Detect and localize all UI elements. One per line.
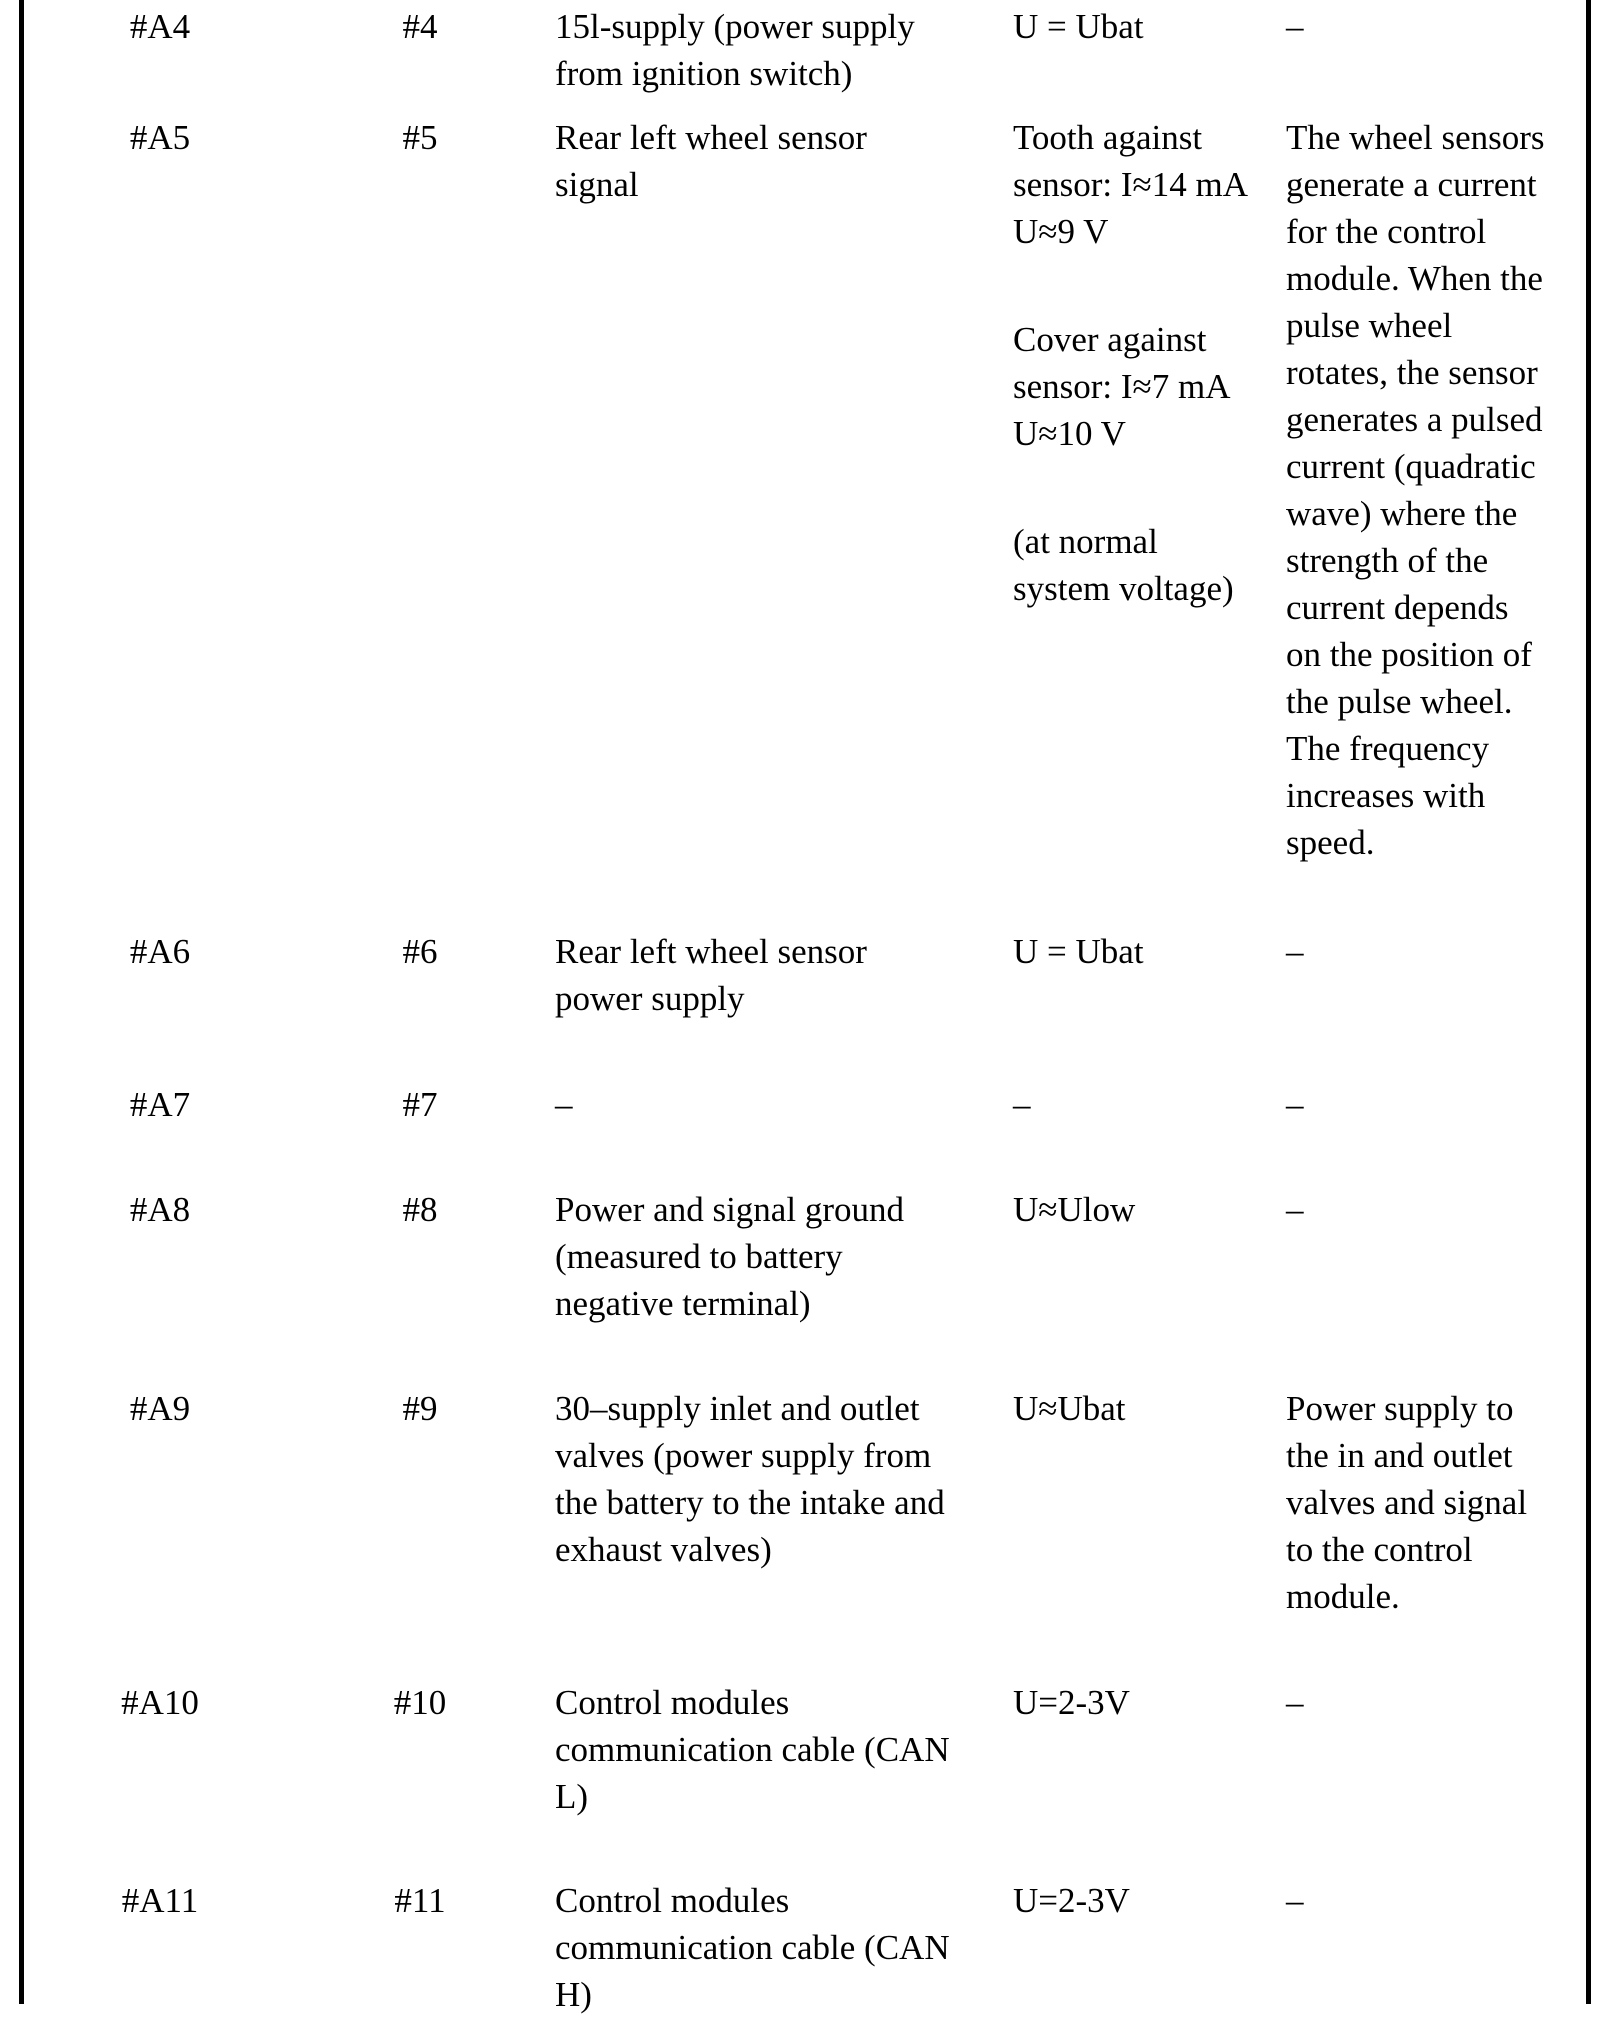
pin-number: #5 (402, 118, 438, 157)
pin-value: U≈Ulow (1013, 1190, 1136, 1229)
pin-id: #A10 (121, 1683, 199, 1722)
pin-number: #7 (402, 1085, 438, 1124)
pin-remark: – (1286, 1085, 1304, 1124)
pin-number: #10 (393, 1683, 447, 1722)
pin-remark: – (1286, 1881, 1304, 1920)
pin-id: #A6 (129, 932, 191, 971)
pin-id: #A4 (129, 7, 191, 46)
pin-value-note: (at normal system voltage) (1013, 522, 1234, 608)
pin-number: #6 (402, 932, 438, 971)
pin-number: #11 (394, 1881, 446, 1920)
pin-number: #9 (402, 1389, 438, 1428)
pin-remark: – (1286, 932, 1304, 971)
pin-id: #A5 (129, 118, 191, 157)
pin-number: #8 (402, 1190, 438, 1229)
pin-description: 30–supply inlet and outlet valves (power supply from the battery to the intake and exhaust valves) (555, 1389, 945, 1569)
pin-value: – (1013, 1085, 1031, 1124)
pin-id: #A9 (129, 1389, 191, 1428)
pin-remark: – (1286, 1190, 1304, 1229)
pin-remark: The wheel sensors generate a current for the control module. When the pulse wheel rotates, the sensor generates a pulsed current (quadratic wave) where the strength of the current depends on the position of the pulse wheel. The frequency increases with speed. (1286, 118, 1545, 862)
pin-value: U=2-3V (1013, 1881, 1130, 1920)
pin-description: Control modules communication cable (CAN L) (555, 1683, 950, 1816)
pin-remark: Power supply to the in and outlet valves and signal to the control module. (1286, 1389, 1528, 1616)
pin-id: #A11 (121, 1881, 199, 1920)
pin-description: Power and signal ground (measured to battery negative terminal) (555, 1190, 904, 1323)
pin-description: Control modules communication cable (CAN H) (555, 1881, 950, 2014)
pin-value-tooth: Tooth against sensor: I≈14 mA U≈9 V (1013, 118, 1249, 251)
pin-value: U=2-3V (1013, 1683, 1130, 1722)
pin-id: #A7 (129, 1085, 191, 1124)
pin-value: U = Ubat (1013, 932, 1144, 971)
table-left-border (19, 0, 24, 2004)
pin-description: Rear left wheel sensor signal (555, 118, 867, 204)
table-right-border (1586, 0, 1591, 2004)
pin-remark: – (1286, 1683, 1304, 1722)
pin-remark: – (1286, 7, 1304, 46)
pin-value: U≈Ubat (1013, 1389, 1126, 1428)
pin-description: – (555, 1085, 573, 1124)
pin-number: #4 (402, 7, 438, 46)
pin-description: 15l-supply (power supply from ignition switch) (555, 7, 915, 93)
pin-id: #A8 (129, 1190, 191, 1229)
pin-value: U = Ubat (1013, 7, 1144, 46)
pin-description: Rear left wheel sensor power supply (555, 932, 867, 1018)
pin-value-cover: Cover against sensor: I≈7 mA U≈10 V (1013, 320, 1231, 453)
